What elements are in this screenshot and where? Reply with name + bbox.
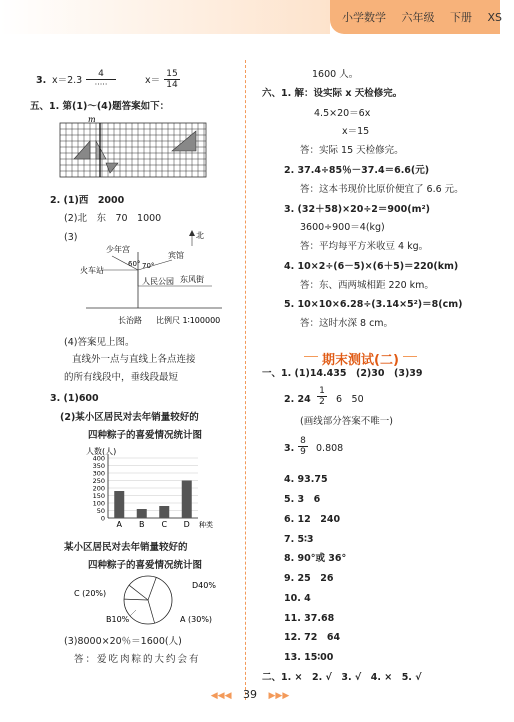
note-line-1: 直线外一点与直线上各点连接 <box>72 354 196 365</box>
bar-ytick: 250 <box>92 477 105 485</box>
bar-A <box>114 491 124 518</box>
q5-1: 五、1. 第(1)～(4)题答案如下： <box>30 101 170 112</box>
a-10: 10. 4 <box>284 593 311 604</box>
bar-ytick: 50 <box>96 507 105 515</box>
a-3-pre: 3. <box>284 443 295 454</box>
r-q6-2ans: 答：这本书现价比原价便宜了 6.6 元。 <box>300 184 464 195</box>
map-road: 长治路 <box>118 316 142 325</box>
frac-den: ····· <box>94 80 108 89</box>
map-dongfeng: 东风街 <box>180 275 204 284</box>
map-north: 北 <box>196 231 204 240</box>
bar-chart <box>82 444 212 530</box>
bar-label: B <box>139 520 145 529</box>
a-6: 6. 12 240 <box>284 514 341 525</box>
frac-num: 4 <box>86 69 116 80</box>
q5-2-4: (4)答案见上图。 <box>64 337 135 348</box>
r-q6-4ans: 答：东、西两城相距 220 km。 <box>300 280 434 291</box>
bar-ytick: 150 <box>92 492 105 500</box>
r-q6-1a: 4.5×20＝6x <box>314 108 371 119</box>
grid-triangle-2 <box>96 141 106 159</box>
header-subject: 小学数学 <box>342 11 386 24</box>
r-q6-5ans: 答：这时水深 8 cm。 <box>300 318 394 329</box>
bar-B <box>137 509 147 518</box>
r-q6-3ans: 答：平均每平方米收豆 4 kg。 <box>300 241 429 252</box>
frac-num: 1 <box>317 386 327 397</box>
frac-num: 15 <box>164 69 180 80</box>
north-arrow-head <box>189 230 195 236</box>
q3-eq1: x＝2.3 <box>52 75 83 86</box>
frac-den: 2 <box>319 397 325 407</box>
grid-label-m: m <box>88 115 96 124</box>
a-7: 7. 5∶3 <box>284 534 314 545</box>
bar-ytick: 100 <box>92 499 105 508</box>
q5-2-1: 2. (1)西 2000 <box>50 195 125 206</box>
a-5: 5. 3 6 <box>284 494 321 505</box>
a-er: 二、1. × 2. √ 3. √ 4. × 5. √ <box>262 672 422 683</box>
r-q6-2: 2. 37.4÷85％－37.4＝6.6(元) <box>284 165 430 176</box>
q3-frac1 <box>86 69 116 90</box>
a-2-note: (画线部分答案不唯一) <box>300 416 393 427</box>
bar-ytick: 400 <box>92 454 105 463</box>
map-angle1: 60° <box>128 260 141 268</box>
grid-figure <box>60 117 210 179</box>
map-shaolingong: 少年宫 <box>106 245 130 254</box>
bar-label: A <box>116 520 122 529</box>
q5-3-3: (3)8000×20％＝1600(人) <box>64 636 182 647</box>
note-line-2: 的所有线段中，垂线段最短 <box>64 372 179 383</box>
q5-3-ans: 答：爱吃肉粽的大约会有 <box>74 654 201 665</box>
header-volume: 下册 <box>450 11 472 24</box>
map-diagram <box>72 228 242 328</box>
column-divider <box>245 60 246 700</box>
pie-label: B10% <box>106 615 130 624</box>
bar-D <box>182 481 192 519</box>
bar-C <box>159 506 169 518</box>
q5-2-3: (3) <box>64 232 78 243</box>
header-fade <box>0 0 330 34</box>
q5-3-2: (2)某小区居民对去年销量较好的 <box>60 412 199 423</box>
r-q6-1b: x＝15 <box>342 126 370 137</box>
r-q6-4: 4. 10×2÷(6－5)×(6＋5)＝220(km) <box>284 261 459 272</box>
pie-label: D40% <box>192 581 216 590</box>
a-2-post: 6 50 <box>336 394 364 405</box>
page-number: 39 <box>243 688 257 701</box>
bar-ytick: 350 <box>92 462 105 470</box>
a-1: 一、1. (1)14.435 (2)30 (3)39 <box>262 368 423 379</box>
a-2-frac <box>317 386 327 407</box>
bar-ylabel: 人数(人) <box>86 447 117 456</box>
footer-left-arrows: ◀◀◀ <box>210 691 232 701</box>
pie-title-2: 四种粽子的喜爱情况统计图 <box>88 560 203 571</box>
a-8: 8. 90°或 36° <box>284 553 347 564</box>
a-3-post: 0.808 <box>316 443 344 454</box>
a-13: 13. 15∶00 <box>284 652 334 663</box>
grid-triangle-1 <box>74 141 90 159</box>
bar-xlabel: 种类 <box>199 521 213 529</box>
map-binguan: 宾馆 <box>168 251 184 260</box>
a-9: 9. 25 26 <box>284 573 334 584</box>
r-q6-3: 3. (32＋58)×20÷2＝900(m²) <box>284 204 430 215</box>
pie-title-1: 某小区居民对去年销量较好的 <box>64 542 188 553</box>
map-huochezhan: 火车站 <box>80 266 104 275</box>
bar-title: 四种粽子的喜爱情况统计图 <box>88 430 203 441</box>
footer <box>0 688 500 701</box>
pie-chart <box>70 570 230 630</box>
pie-label: A (30%) <box>180 615 213 624</box>
frac-num: 8 <box>298 436 308 447</box>
bar-ytick: 0 <box>100 514 105 523</box>
a-3-frac <box>298 436 308 457</box>
q3-eq2: x＝ <box>145 75 161 86</box>
r-q6-5: 5. 10×10×6.28÷(3.14×5²)＝8(cm) <box>284 299 463 310</box>
q5-3-1: 3. (1)600 <box>50 393 99 404</box>
bar-ytick: 300 <box>92 469 105 478</box>
a-11: 11. 37.68 <box>284 613 335 624</box>
footer-right-arrows: ▶▶▶ <box>268 691 290 701</box>
pie-label: C (20%) <box>74 589 107 598</box>
q3-label: 3. <box>36 75 47 86</box>
q3-frac2 <box>164 69 180 90</box>
section-title: 期末测试(二) <box>322 349 399 368</box>
header-text <box>342 9 514 25</box>
header-band <box>0 0 503 34</box>
r-cont: 1600 人。 <box>312 69 359 80</box>
frac-den: 9 <box>300 447 306 457</box>
map-angle2: 70° <box>142 262 155 270</box>
a-12: 12. 72 64 <box>284 632 341 643</box>
q5-2-2: (2)北 东 70 1000 <box>64 213 162 224</box>
r-q6-1ans: 答：实际 15 天检修完。 <box>300 145 404 156</box>
header-grade: 六年级 <box>401 11 435 24</box>
map-scale: 比例尺 1∶100000 <box>156 316 221 325</box>
r-q6-3b: 3600÷900＝4(kg) <box>300 222 385 233</box>
r-q6-1: 六、1. 解：设实际 x 天检修完。 <box>262 88 403 99</box>
a-4: 4. 93.75 <box>284 474 328 485</box>
bar-label: D <box>183 520 190 529</box>
frac-den: 14 <box>166 80 178 90</box>
header-edition: XS <box>487 11 503 24</box>
a-2-pre: 2. 24 <box>284 394 311 405</box>
map-renmin: 人民公园 <box>142 277 174 286</box>
bar-label: C <box>161 520 168 529</box>
bar-ytick: 200 <box>92 484 105 493</box>
